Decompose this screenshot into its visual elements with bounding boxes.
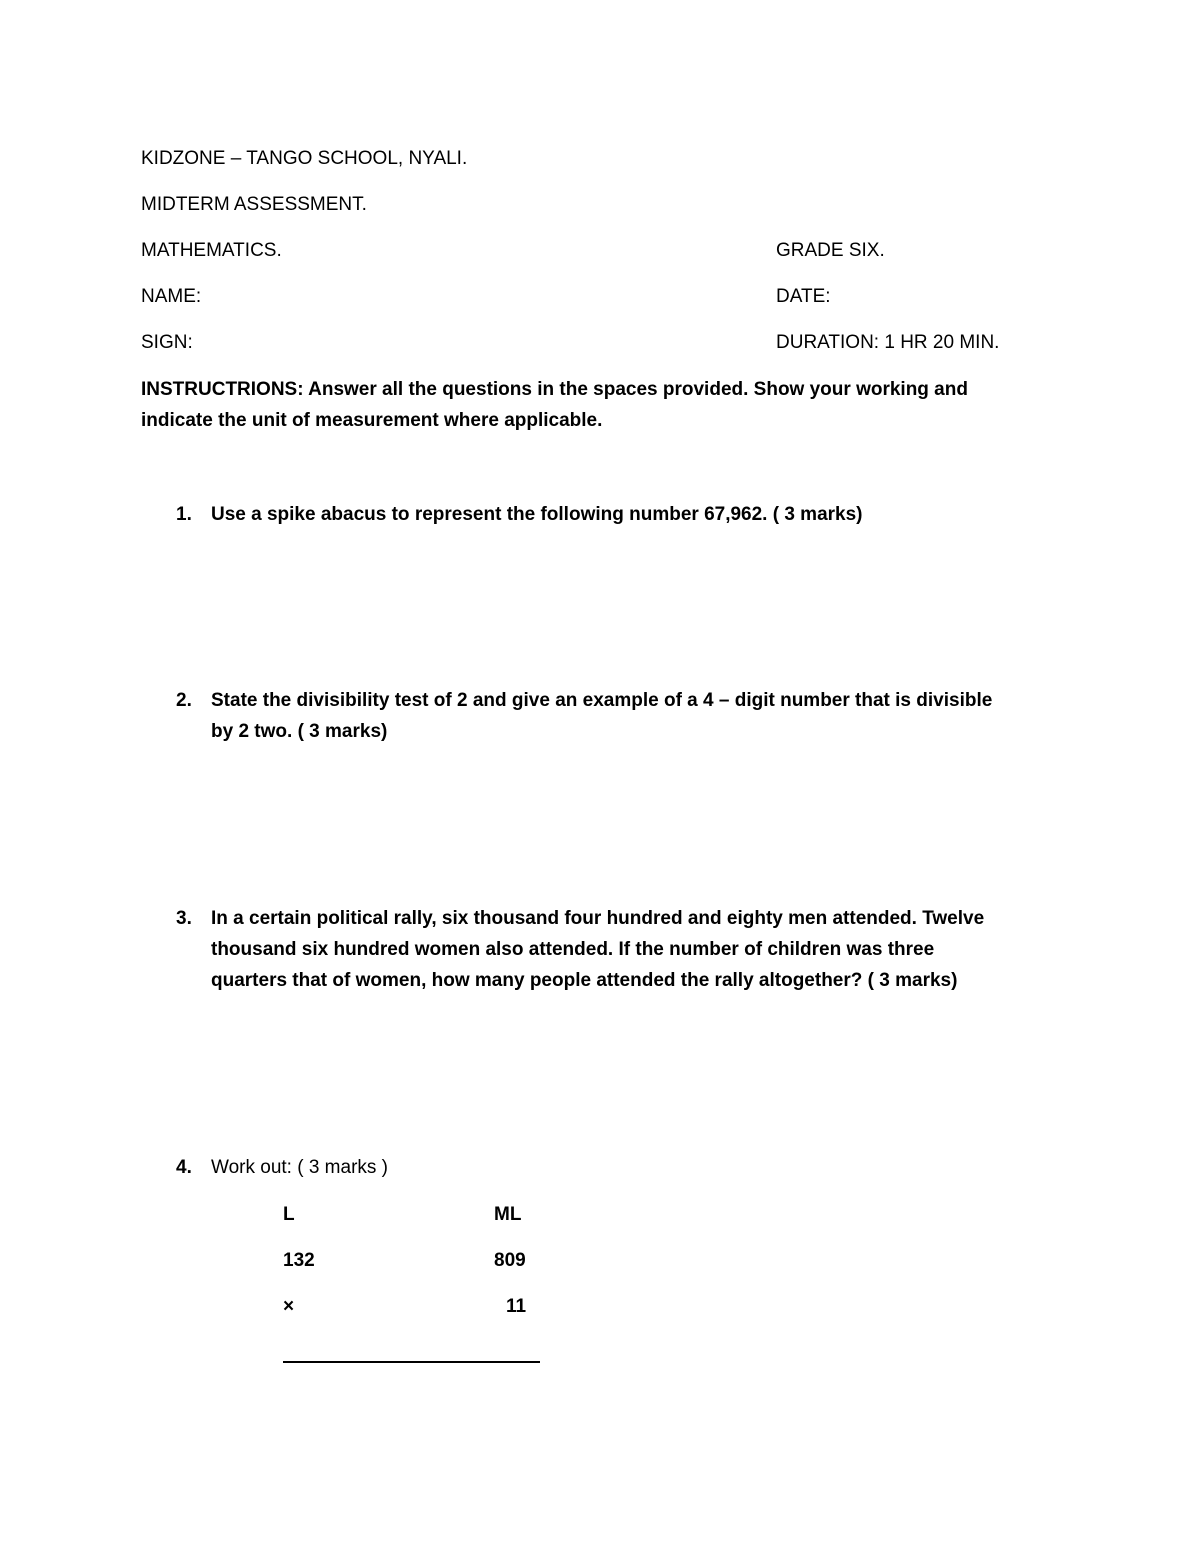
grade-label: GRADE SIX.	[776, 240, 885, 261]
question-number: 4.	[176, 1157, 192, 1178]
question-text	[211, 499, 1071, 530]
question-number: 3.	[176, 908, 192, 929]
question-line: Use a spike abacus to represent the following number 67,962. ( 3 marks)	[211, 504, 863, 525]
school-name: KIDZONE – TANGO SCHOOL, NYALI.	[141, 148, 468, 169]
subject-label: MATHEMATICS.	[141, 240, 282, 261]
litres-header: L	[283, 1204, 295, 1225]
multiply-sign: ×	[283, 1296, 295, 1317]
instructions-line-1: INSTRUCTRIONS: Answer all the questions in the spaces provided. Show your working and	[141, 379, 968, 400]
date-label: DATE:	[776, 286, 831, 307]
duration-label: DURATION: 1 HR 20 MIN.	[776, 332, 1000, 353]
question-line: by 2 two. ( 3 marks)	[211, 721, 388, 742]
millilitres-value: 809	[494, 1250, 526, 1271]
name-label: NAME:	[141, 286, 202, 307]
question-text	[211, 685, 1071, 747]
sign-label: SIGN:	[141, 332, 193, 353]
question-line: Work out: ( 3 marks )	[211, 1157, 389, 1178]
answer-underline	[283, 1361, 540, 1363]
question-line: State the divisibility test of 2 and give an example of a 4 – digit number that is divisible	[211, 690, 993, 711]
question-line: In a certain political rally, six thousand four hundred and eighty men attended. Twelve	[211, 908, 985, 929]
instructions-line-2: indicate the unit of measurement where applicable.	[141, 410, 603, 431]
millilitres-header: ML	[494, 1204, 522, 1225]
litres-value: 132	[283, 1250, 315, 1271]
question-number: 2.	[176, 690, 192, 711]
question-line: quarters that of women, how many people attended the rally altogether? ( 3 marks)	[211, 970, 958, 991]
assessment-title: MIDTERM ASSESSMENT.	[141, 194, 367, 215]
question-text	[211, 903, 1071, 996]
question-line: thousand six hundred women also attended. If the number of children was three	[211, 939, 935, 960]
multiplier-value: 11	[506, 1296, 527, 1317]
question-text	[211, 1152, 1071, 1183]
question-number: 1.	[176, 504, 192, 525]
